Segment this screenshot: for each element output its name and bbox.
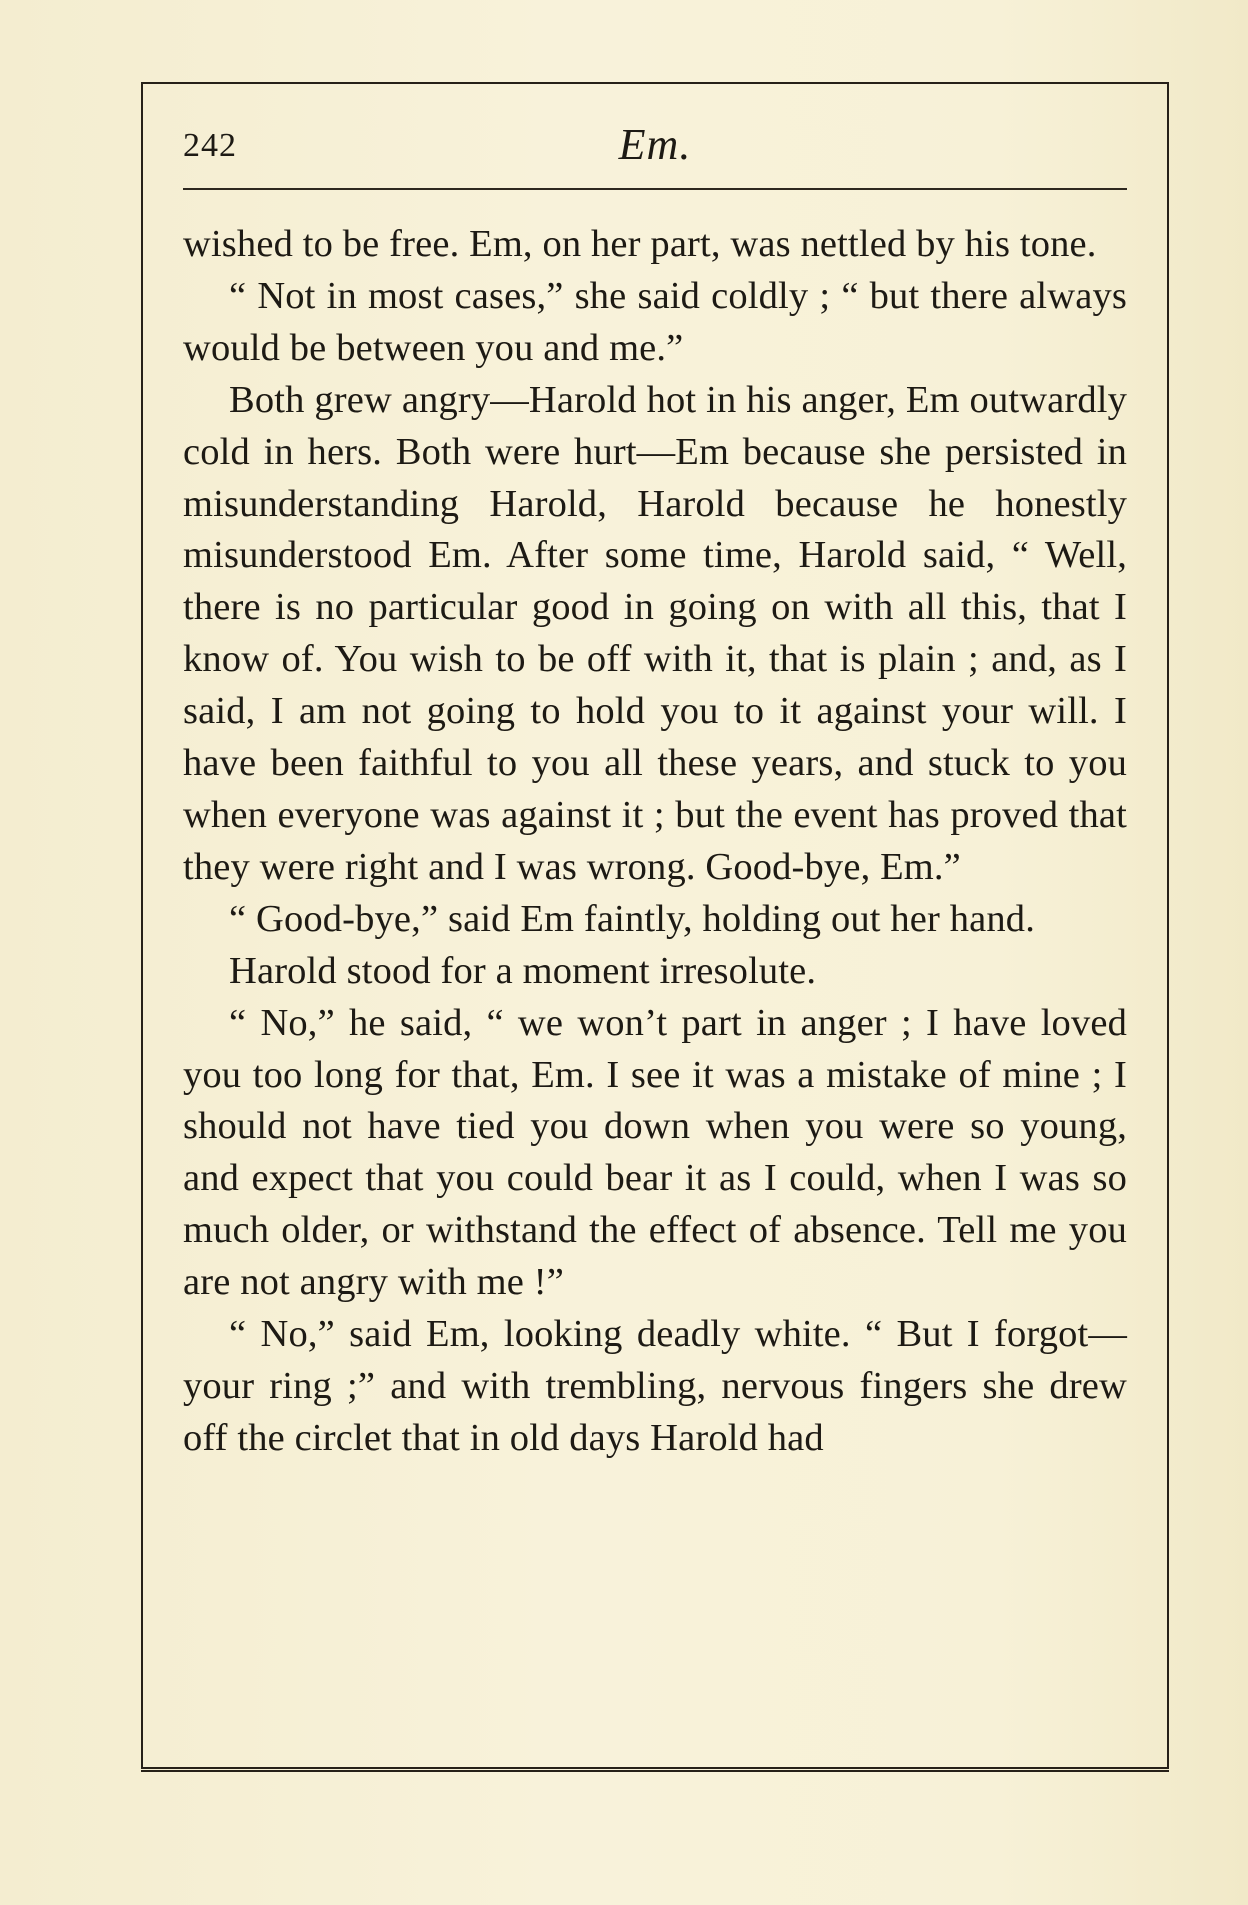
paragraph: Harold stood for a moment irresolute.	[229, 949, 817, 992]
paragraph: “ No,” he said, “ we won’t part in anger ; I have loved you too long for that, Em. I see it was a mistake of mine ; I should not have tied you down when you were so young, and expect that you could bear it as I could, when I was so much older, or withstand the effect of absence. Tell me you are not angry with me !”	[183, 1001, 1127, 1304]
paragraph: “ Not in most cases,” she said coldly ; “ but there always would be between you and me.”	[183, 274, 1127, 369]
paragraph: “ Good-bye,” said Em faintly, holding out her hand.	[229, 897, 1035, 940]
page-border	[141, 82, 1169, 1769]
page-number: 242	[183, 127, 237, 164]
paragraph: Both grew angry—Harold hot in his anger, Em outwardly cold in hers. Both were hurt—Em because she persisted in misunderstanding Harold, Harold because he honestly misunderstood Em. After some time, Harold said, “ Well, there is no particular good in going on with all this, that I know of. You wish to be off with it, that is plain ; and, as I said, I am not going to hold you to it against your will. I have been faithful to you all these years, and stuck to you when everyone was against it ; but the event has proved that they were right and I was wrong. Good-bye, Em.”	[183, 378, 1127, 888]
running-title: Em.	[618, 120, 692, 169]
header-rule	[183, 188, 1127, 190]
body-text	[183, 219, 1127, 1465]
paragraph: wished to be free. Em, on her part, was nettled by his tone.	[183, 223, 1097, 265]
page-header	[183, 119, 1127, 179]
paragraph: “ No,” said Em, looking deadly white. “ But I forgot—your ring ;” and with trembling, nervous fingers she drew off the circlet that in old days Harold had	[183, 1313, 1127, 1459]
